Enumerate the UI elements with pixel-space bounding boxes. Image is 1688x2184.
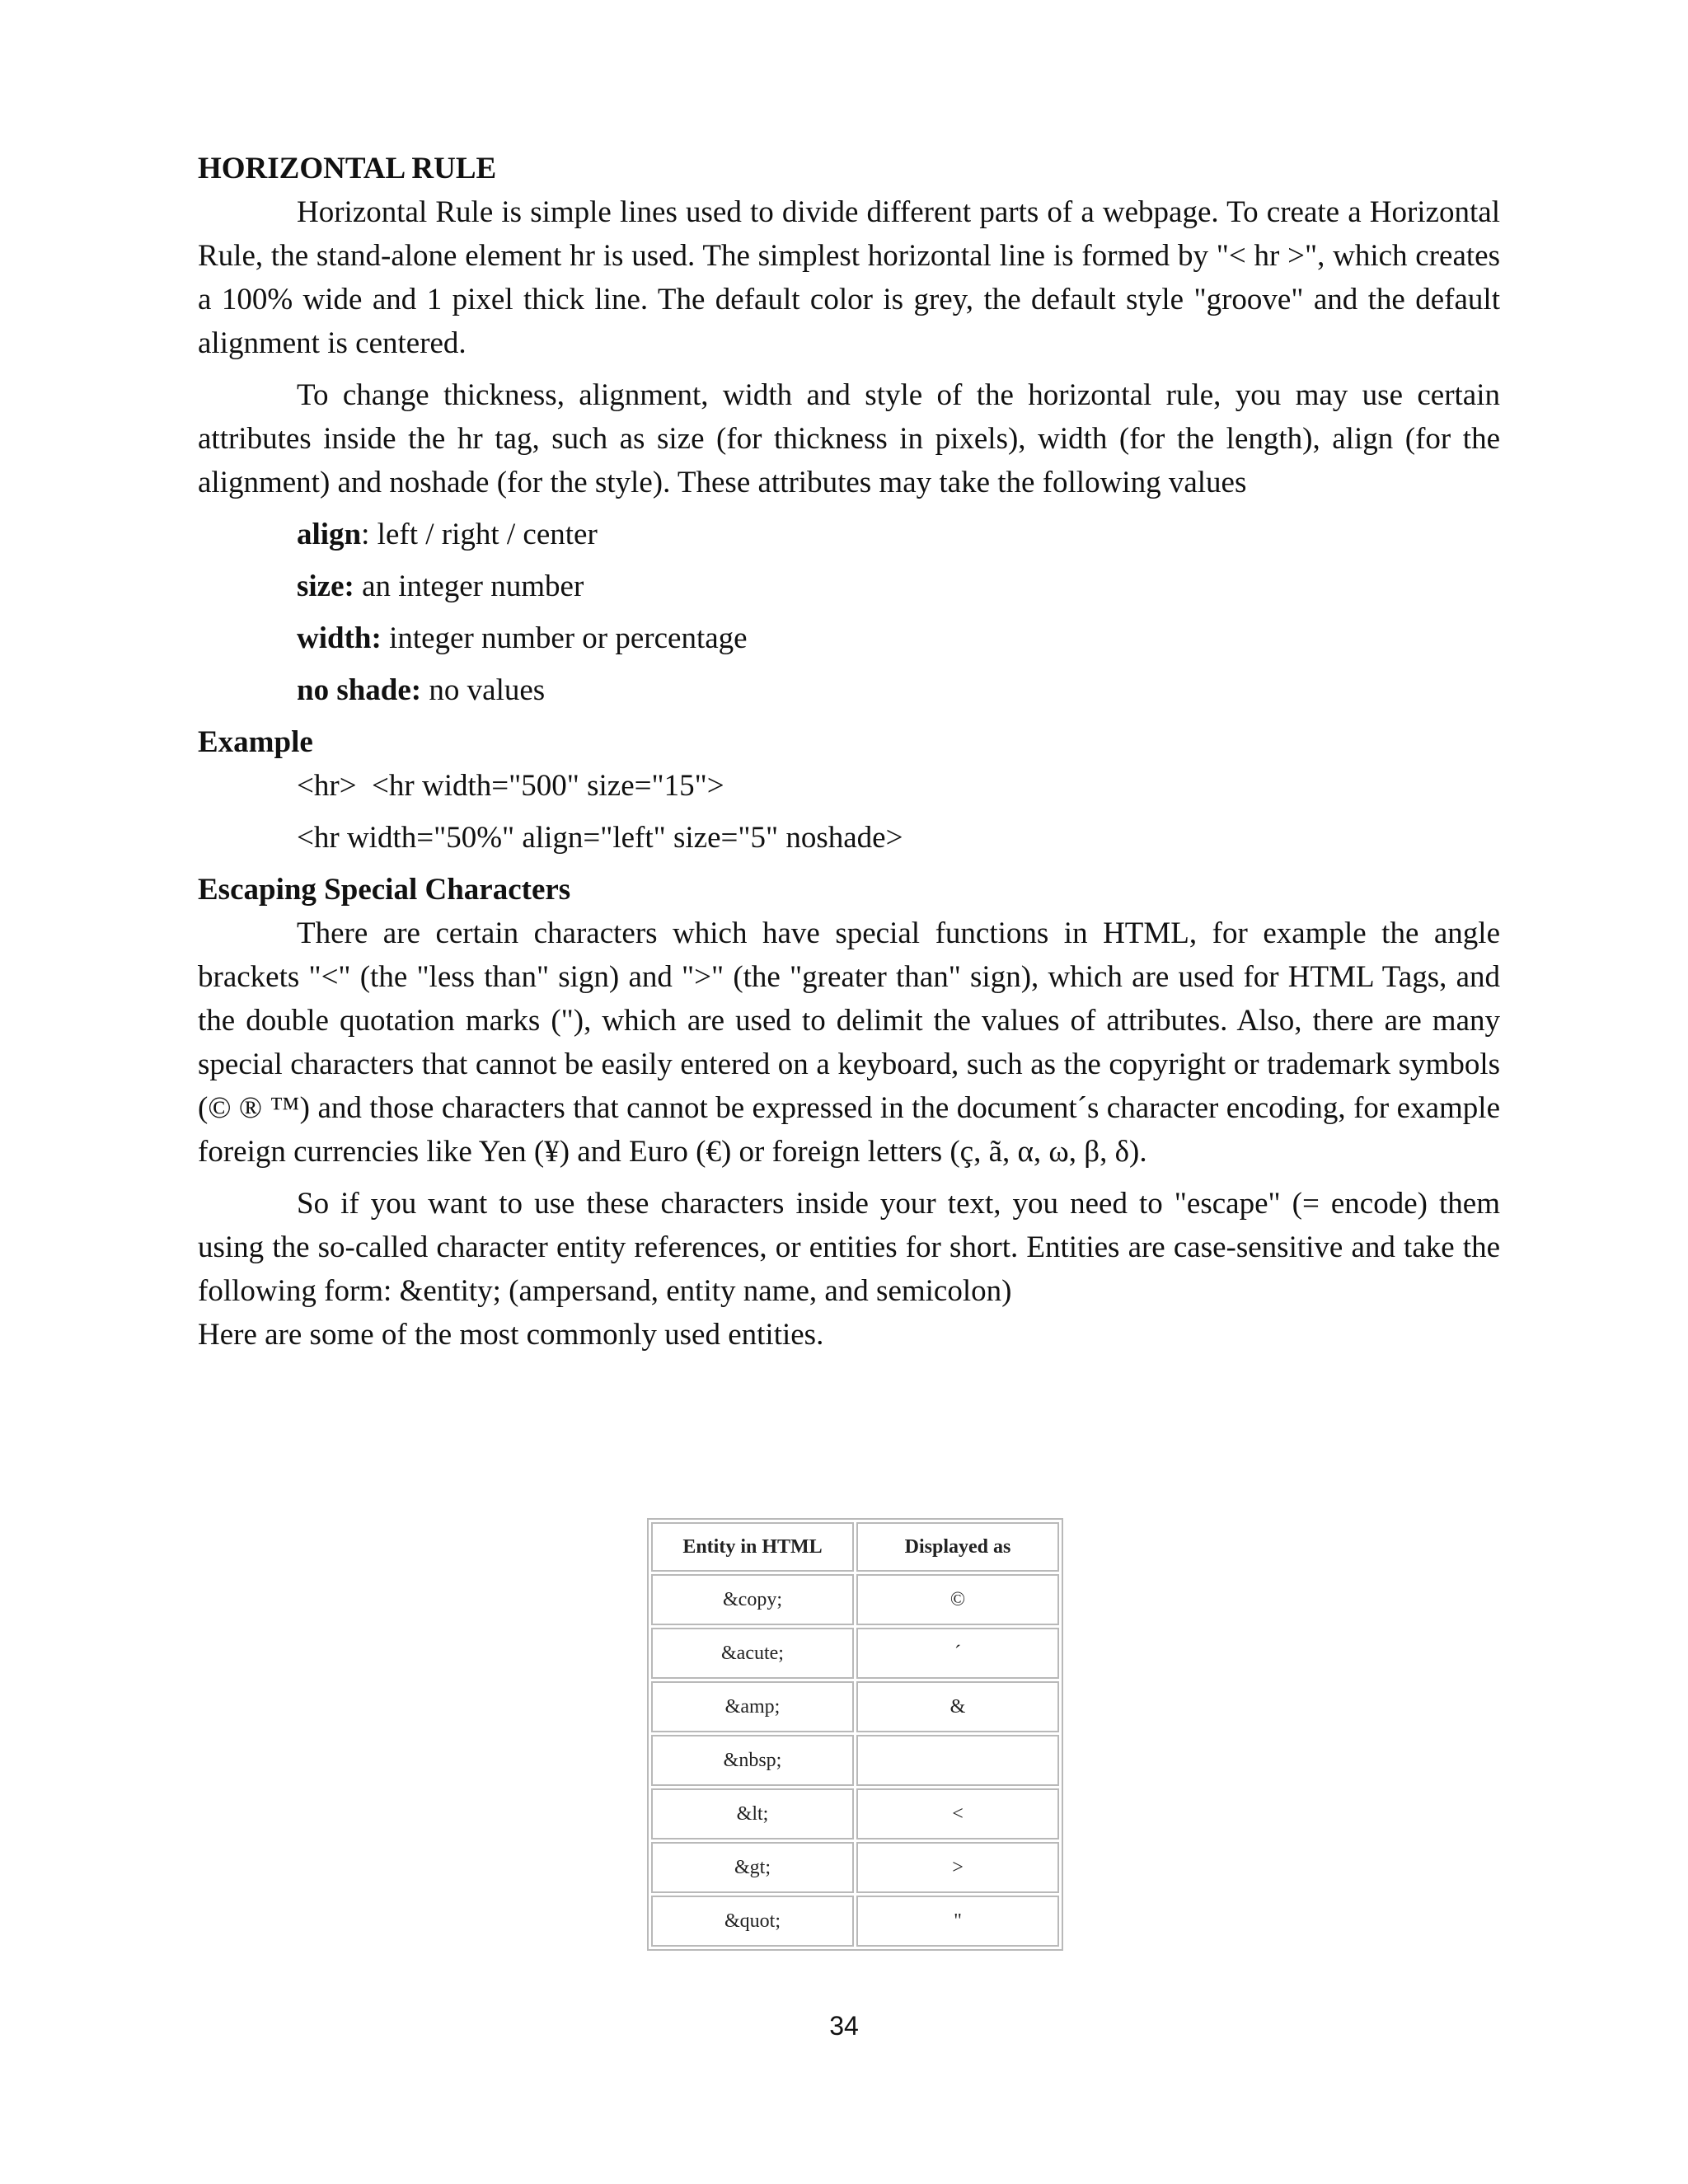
entity-display-cell: &: [856, 1681, 1059, 1732]
entity-code-cell: &amp;: [651, 1681, 854, 1732]
attribute-list: [198, 513, 1500, 712]
attribute-value: integer number or percentage: [381, 621, 748, 655]
attribute-name: no shade:: [297, 673, 422, 707]
example-line: <hr width="50%" align="left" size="5" noshade>: [297, 821, 903, 855]
example-code-lines: [198, 764, 1500, 860]
entity-code-cell: &nbsp;: [651, 1735, 854, 1786]
table-header-row: [651, 1522, 1059, 1572]
table-row: [651, 1842, 1059, 1893]
column-header-displayed: Displayed as: [856, 1522, 1059, 1572]
attribute-item-align: [198, 513, 1500, 556]
entity-code-cell: &lt;: [651, 1788, 854, 1840]
column-header-entity: Entity in HTML: [651, 1522, 854, 1572]
table-row: [651, 1788, 1059, 1840]
attribute-item-size: [198, 565, 1500, 608]
table-row: [651, 1896, 1059, 1947]
example-line: <hr> <hr width="500" size="15">: [297, 769, 724, 803]
entity-display-cell: <: [856, 1788, 1059, 1840]
table-row: [651, 1735, 1059, 1786]
table-row: [651, 1628, 1059, 1679]
entity-code-cell: &gt;: [651, 1842, 854, 1893]
attribute-value: no values: [421, 673, 546, 707]
attribute-item-noshade: [198, 668, 1500, 712]
entity-display-cell: ©: [856, 1574, 1059, 1625]
section-heading-horizontal-rule: HORIZONTAL RULE: [198, 152, 497, 185]
entity-table-wrapper: [647, 1518, 1063, 1951]
attribute-item-width: [198, 616, 1500, 660]
section-heading-example: Example: [198, 725, 313, 759]
attribute-name: width:: [297, 621, 382, 655]
table-row: [651, 1574, 1059, 1625]
entity-code-cell: &quot;: [651, 1896, 854, 1947]
entity-display-cell: [856, 1735, 1059, 1786]
paragraph-common-entities: Here are some of the most commonly used entities.: [198, 1318, 824, 1352]
entity-code-cell: &acute;: [651, 1628, 854, 1679]
entity-code-cell: &copy;: [651, 1574, 854, 1625]
entity-table: [647, 1518, 1063, 1951]
table-row: [651, 1681, 1059, 1732]
paragraph-hr-attributes: To change thickness, alignment, width and style of the horizontal rule, you may use certain attributes inside the hr tag, such as size (for thickness in pixels), width (for the length), align (for the alignment) and noshade (for the style). These attributes may take the following values: [198, 378, 1500, 499]
entity-display-cell: ´: [856, 1628, 1059, 1679]
entity-display-cell: ": [856, 1896, 1059, 1947]
paragraph-escape-entities: So if you want to use these characters inside your text, you need to "escape" (= encode) them using the so-called character entity references, or entities for short. Entities are case-sensitive and take the following form: &entity; (ampersand, entity name, and semicolon): [198, 1187, 1500, 1308]
paragraph-hr-intro: Horizontal Rule is simple lines used to divide different parts of a webpage. To create a Horizontal Rule, the stand-alone element hr is used. The simplest horizontal line is formed by "< hr >", which creates a 100% wide and 1 pixel thick line. The default color is grey, the default style "groove" and the default alignment is centered.: [198, 195, 1500, 360]
section-heading-escaping: Escaping Special Characters: [198, 873, 571, 907]
attribute-value: : left / right / center: [361, 518, 598, 551]
attribute-name: size:: [297, 569, 354, 603]
attribute-value: an integer number: [354, 569, 584, 603]
page-number: 34: [829, 2011, 859, 2041]
document-body: [198, 147, 1500, 1357]
attribute-name: align: [297, 518, 362, 551]
entity-display-cell: >: [856, 1842, 1059, 1893]
paragraph-escape-intro: There are certain characters which have special functions in HTML, for example the angle brackets "<" (the "less than" sign) and ">" (the "greater than" sign), which are used for HTML Tags, and the double quotation marks ("), which are used to delimit the values of attributes. Also, there are many special characters that cannot be easily entered on a keyboard, such as the copyright or trademark symbols (© ® ™) and those characters that cannot be expressed in the document´s character encoding, for example foreign currencies like Yen (¥) and Euro (€) or foreign letters (ç, ã, α, ω, β, δ).: [198, 916, 1500, 1169]
